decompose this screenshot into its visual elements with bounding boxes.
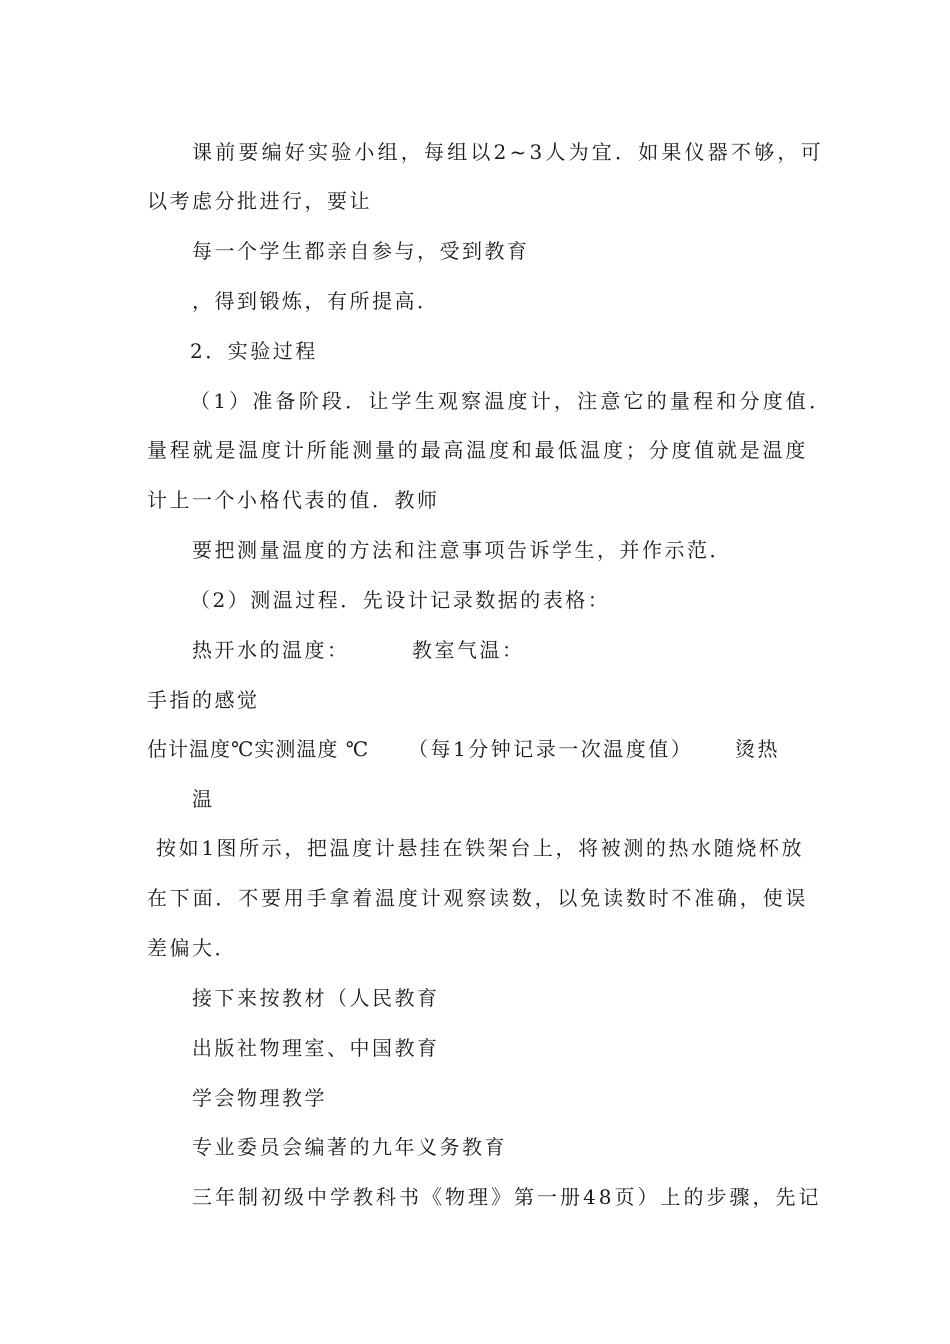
paragraph-line-1: 课前要编好实验小组，每组以2~3人为宜．如果仪器不够，可 [192,140,824,164]
paragraph-line-25: 三年制初级中学教科书《物理》第一册48页）上的步骤，先记 [192,1185,822,1209]
paragraph-line-4: ，得到锻炼，有所提高． [192,289,440,313]
paragraph-line-24: 专业委员会编著的九年义务教育 [192,1135,507,1159]
section-heading: 2．实验过程 [190,339,318,363]
table-label-estimated-temp: 估计温度℃实测温度 ℃ [147,737,370,761]
table-label-record-note: （每1分钟记录一次温度值） [408,737,694,761]
paragraph-line-7: 量程就是温度计所能测量的最高温度和最低温度；分度值就是温度 [147,438,809,462]
paragraph-line-18: 按如1图所示，把温度计悬挂在铁架台上，将被测的热水随烧杯放 [156,836,805,860]
paragraph-line-2: 以考虑分批进行，要让 [147,189,372,213]
table-label-scalding: 烫热 [735,737,780,761]
paragraph-line-23: 学会物理教学 [192,1086,327,1110]
paragraph-line-8: 计上一个小格代表的值．教师 [147,488,440,512]
paragraph-line-19: 在下面．不要用手拿着温度计观察读数，以免读数时不准确，使误 [147,886,809,910]
paragraph-line-10: （2）测温过程．先设计记录数据的表格： [190,588,611,612]
paragraph-line-20: 差偏大． [147,936,237,960]
table-label-room-temp: 教室气温： [412,638,525,662]
table-label-finger-feel: 手指的感觉 [147,688,260,712]
paragraph-line-6: （1）准备阶段．让学生观察温度计，注意它的量程和分度值． [190,389,833,413]
table-label-hot-water: 热开水的温度： [192,638,350,662]
table-label-warm: 温 [192,787,215,811]
paragraph-line-22: 出版社物理室、中国教育 [192,1036,440,1060]
paragraph-line-3: 每一个学生都亲自参与，受到教育 [192,239,530,263]
paragraph-line-9: 要把测量温度的方法和注意事项告诉学生，并作示范． [192,538,732,562]
paragraph-line-21: 接下来按教材（人民教育 [192,986,440,1010]
